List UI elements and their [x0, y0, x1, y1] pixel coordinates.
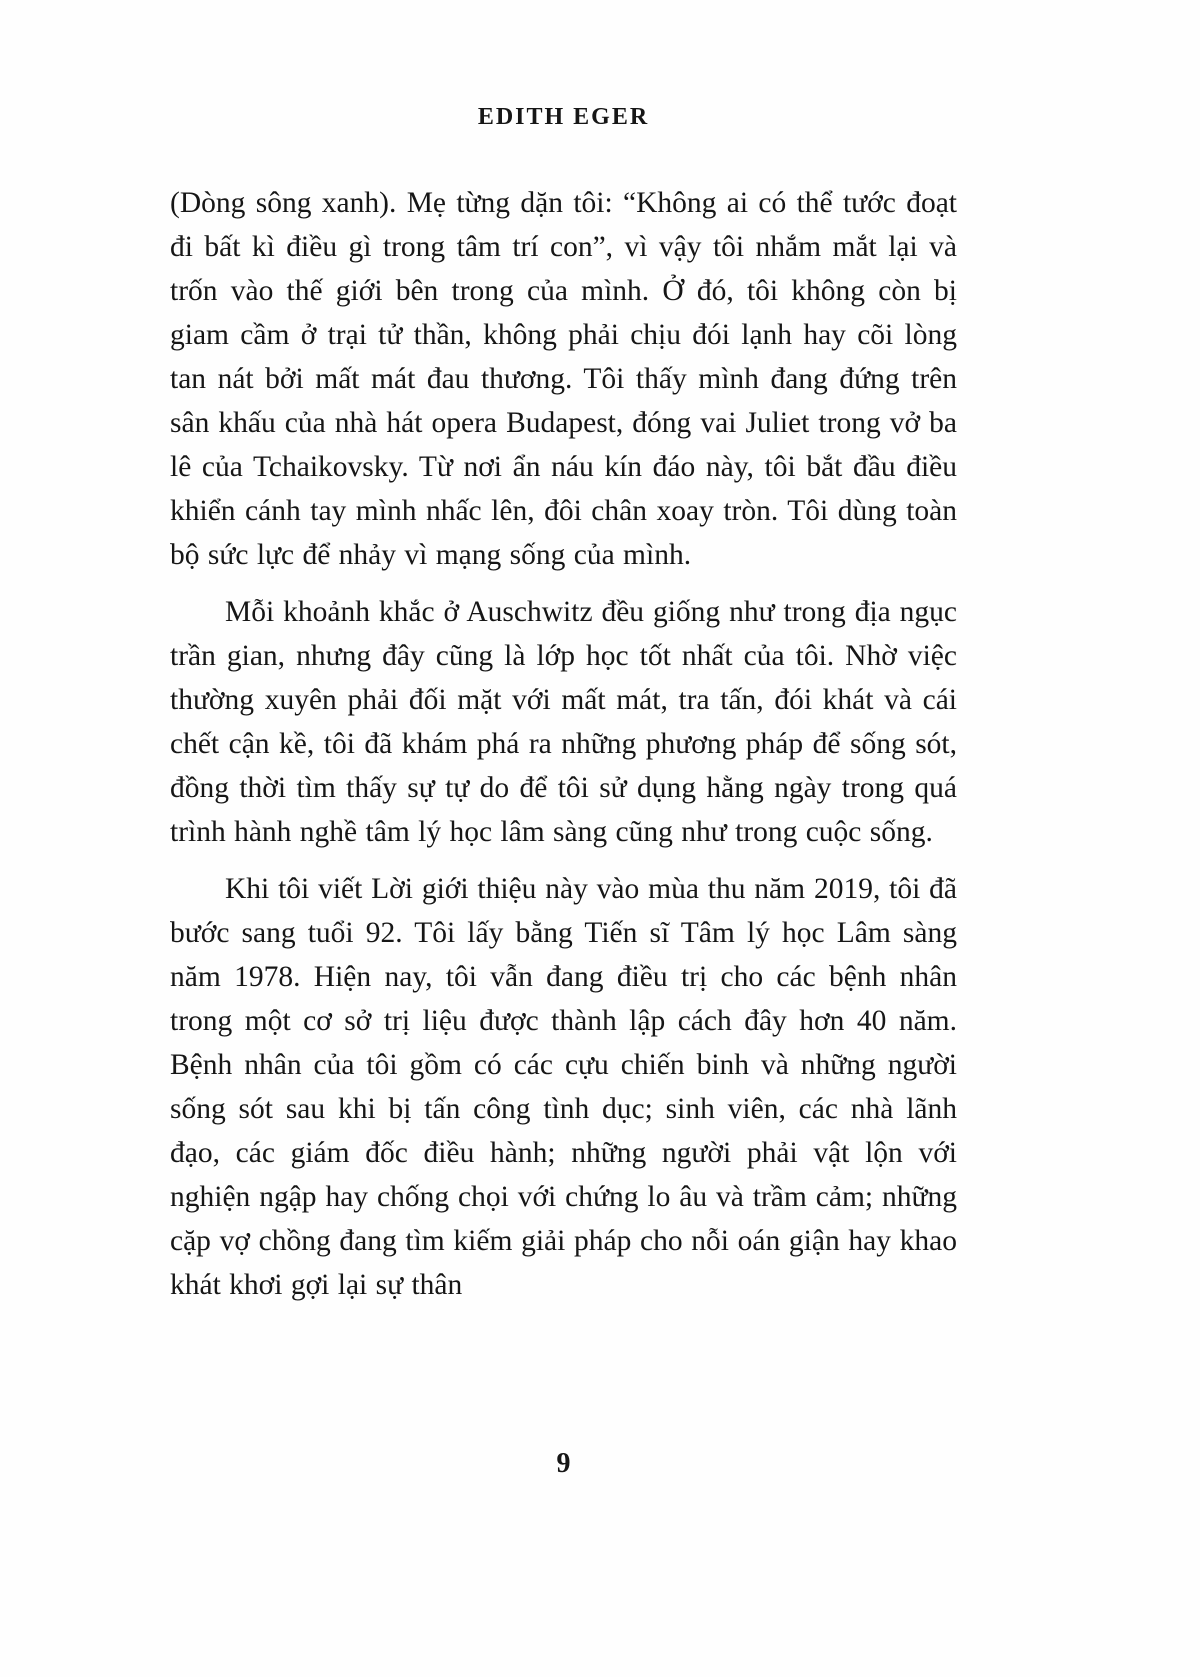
body-text — [170, 181, 957, 1307]
running-header: EDITH EGER — [477, 104, 650, 130]
paragraph-2: Mỗi khoảnh khắc ở Auschwitz đều giống như trong địa ngục trần gian, nhưng đây cũng là lớp học tốt nhất của tôi. Nhờ việc thường xuyên phải đối mặt với mất mát, tra tấn, đói khát và cái chết cận kề, tôi đã khám phá ra những phương pháp để sống sót, đồng thời tìm thấy sự tự do để tôi sử dụng hằng ngày trong quá trình hành nghề tâm lý học lâm sàng cũng như trong cuộc sống. — [170, 596, 957, 848]
paragraph-3: Khi tôi viết Lời giới thiệu này vào mùa thu năm 2019, tôi đã bước sang tuổi 92. Tôi lấy bằng Tiến sĩ Tâm lý học Lâm sàng năm 1978. Hiện nay, tôi vẫn đang điều trị cho các bệnh nhân trong một cơ sở trị liệu được thành lập cách đây hơn 40 năm. Bệnh nhân của tôi gồm có các cựu chiến binh và những người sống sót sau khi bị tấn công tình dục; sinh viên, các nhà lãnh đạo, các giám đốc điều hành; những người phải vật lộn với nghiện ngập hay chống chọi với chứng lo âu và trầm cảm; những cặp vợ chồng đang tìm kiếm giải pháp cho nỗi oán giận hay khao khát khơi gợi lại sự thân — [170, 873, 957, 1301]
page-number: 9 — [556, 1448, 571, 1479]
paragraph-1: (Dòng sông xanh). Mẹ từng dặn tôi: “Không ai có thể tước đoạt đi bất kì điều gì trong tâm trí con”, vì vậy tôi nhắm mắt lại và trốn vào thế giới bên trong của mình. Ở đó, tôi không còn bị giam cầm ở trại tử thần, không phải chịu đói lạnh hay cõi lòng tan nát bởi mất mát đau thương. Tôi thấy mình đang đứng trên sân khấu của nhà hát opera Budapest, đóng vai Juliet trong vở ba lê của Tchaikovsky. Từ nơi ẩn náu kín đáo này, tôi bắt đầu điều khiển cánh tay mình nhấc lên, đôi chân xoay tròn. Tôi dùng toàn bộ sức lực để nhảy vì mạng sống của mình. — [170, 187, 957, 571]
